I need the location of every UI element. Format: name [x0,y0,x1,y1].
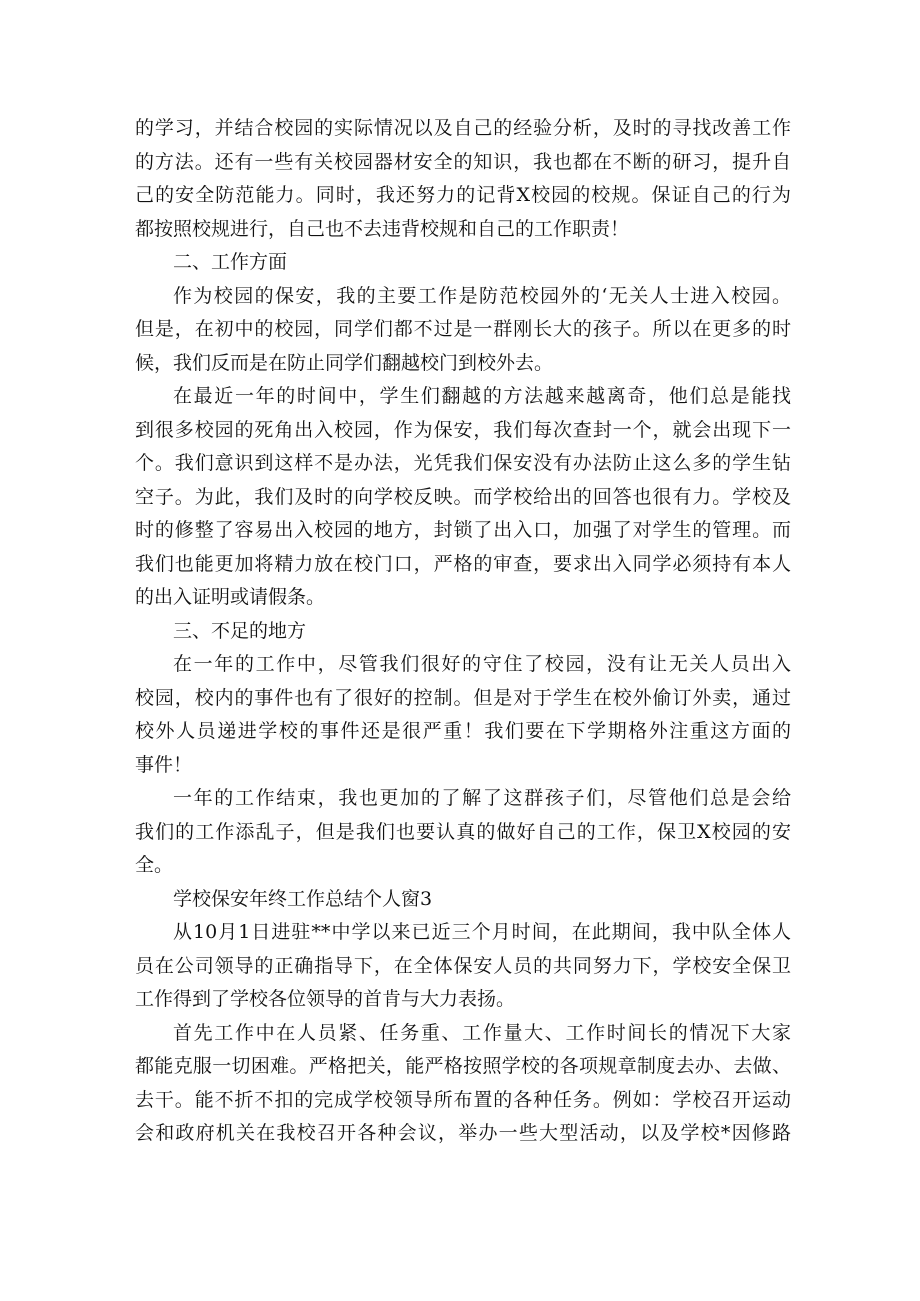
text-line: 一年的工作结束，我也更加的了解了这群孩子们，尽管他们总是会给 [173,787,791,809]
text-line: 都按照校规进行，自己也不去违背校规和自己的工作职责！ [135,217,630,240]
text-line: 会和政府机关在我校召开各种会议，举办一些大型活动，以及学校*因修路 [135,1122,791,1144]
text-line: 作为校园的保安，我的主要工作是防范校园外的‘无关人士进入校园。 [173,284,791,307]
text-line: 全。 [135,854,174,876]
text-line: 在一年的工作中，尽管我们很好的守住了校园，没有让无关人员出入 [173,653,791,675]
text-line: 事件！ [135,753,193,776]
text-line: 到很多校园的死角出入校园，作为保安，我们每次查封一个，就会出现下一 [135,418,791,441]
text-line: 空子。为此，我们及时的向学校反映。而学校给出的回答也很有力。学校及 [135,485,791,508]
text-line: 在最近一年的时间中，学生们翻越的方法越来越离奇，他们总是能找 [173,385,791,407]
document-body [135,112,791,1151]
text-line: 从10月1日进驻**中学以来已近三个月时间，在此期间，我中队全体人 [173,921,791,943]
text-line: 员在公司领导的正确指导下，在全体保安人员的共同努力下，学校安全保卫 [135,954,791,977]
text-line: 去干。能不折不扣的完成学校领导所布置的各种任务。例如：学校召开运动 [135,1088,791,1111]
section-heading-shortcomings: 三、不足的地方 [173,619,307,642]
text-line: 但是，在初中的校园，同学们都不过是一群刚长大的孩子。所以在更多的时 [135,318,791,340]
text-line: 我们的工作添乱子，但是我们也要认真的做好自己的工作，保卫X校园的安 [135,820,791,843]
text-line: 校园，校内的事件也有了很好的控制。但是对于学生在校外偷订外卖，通过 [135,686,791,709]
text-line: 我们也能更加将精力放在校门口，严格的审查，要求出入同学必须持有本人 [135,552,791,575]
text-line: 个。我们意识到这样不是办法，光凭我们保安没有办法防止这么多的学生钻 [135,452,791,474]
section-heading-work: 二、工作方面 [173,251,288,273]
text-line: 候，我们反而是在防止同学们翻越校门到校外去。 [135,351,554,374]
text-line: 的学习，并结合校园的实际情况以及自己的经验分析，及时的寻找改善工作 [135,117,791,139]
text-line: 首先工作中在人员紧、任务重、工作量大、工作时间长的情况下大家 [173,1021,791,1044]
text-line: 校外人员递进学校的事件还是很严重！我们要在下学期格外注重这方面的 [135,720,791,742]
text-line: 工作得到了学校各位领导的首肯与大力表扬。 [135,988,516,1010]
section-heading-summary-3: 学校保安年终工作总结个人窗3 [173,887,433,910]
text-line: 己的安全防范能力。同时，我还努力的记背X校园的校规。保证自己的行为 [135,184,791,206]
text-line: 都能克服一切困难。严格把关，能严格按照学校的各项规章制度去办、去做、 [135,1055,791,1077]
text-line: 时的修整了容易出入校园的地方，封锁了出入口，加强了对学生的管理。而 [135,519,791,541]
text-line: 的方法。还有一些有关校园器材安全的知识，我也都在不断的研习，提升自 [135,150,791,173]
text-line: 的出入证明或请假条。 [135,586,326,608]
